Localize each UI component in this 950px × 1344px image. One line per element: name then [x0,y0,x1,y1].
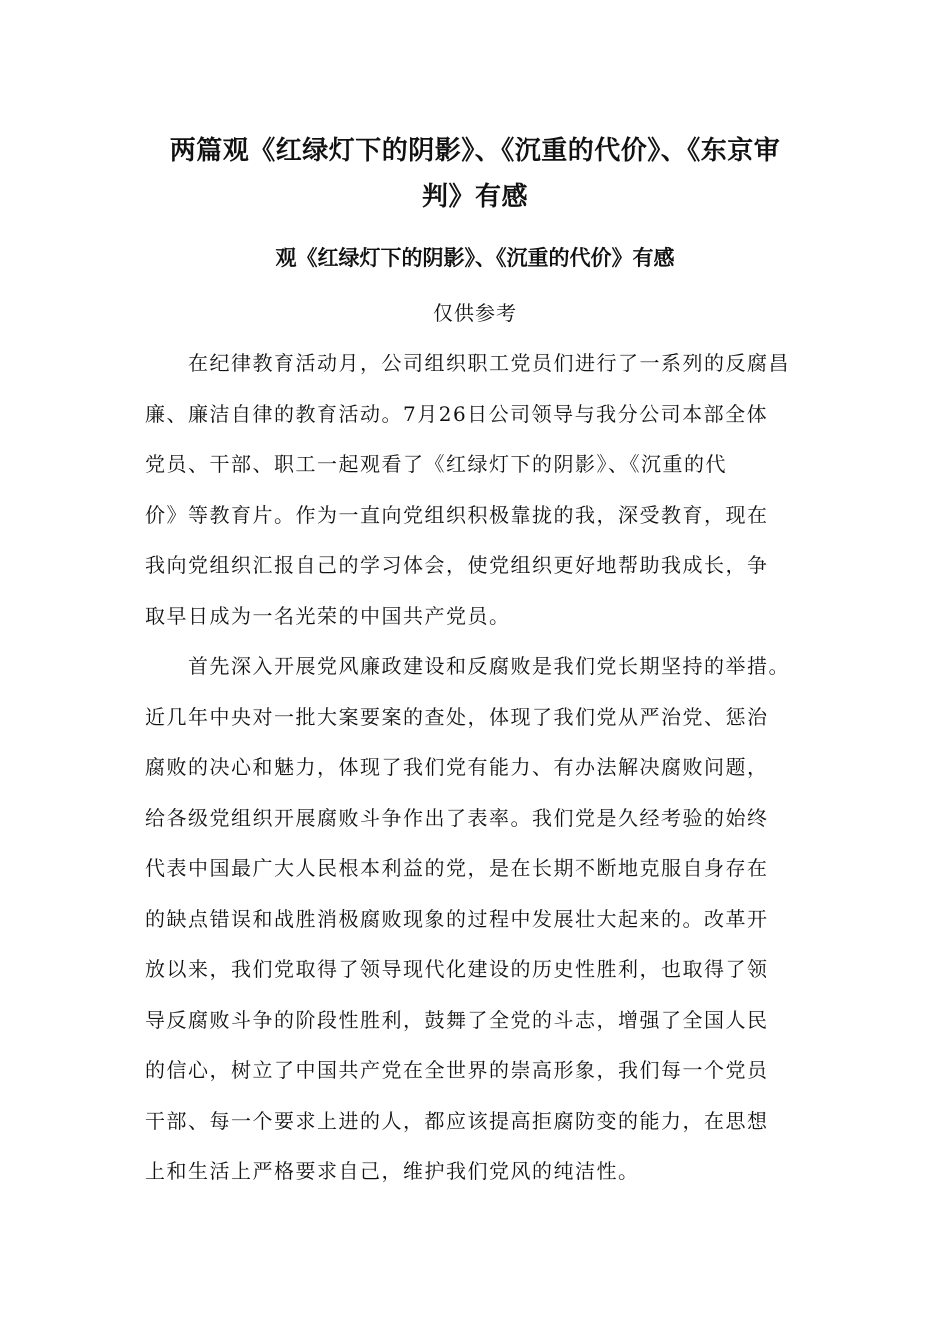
paragraph-line: 代表中国最广大人民根本利益的党，是在长期不断地克服自身存在 [145,856,769,880]
document-page [145,128,805,1197]
paragraph-line: 首先深入开展党风廉政建设和反腐败是我们党长期坚持的举措。 [145,654,790,678]
paragraph-line: 我向党组织汇报自己的学习体会，使党组织更好地帮助我成长，争 [145,553,769,577]
paragraph-line: 导反腐败斗争的阶段性胜利，鼓舞了全党的斗志，增强了全国人民 [145,1007,769,1032]
paragraph-line: 腐败的决心和魅力，体现了我们党有能力、有办法解决腐败问题， [145,755,769,779]
document-title [145,128,805,220]
title-line-2: 判》有感 [421,182,528,212]
document-subtitle: 观《红绿灯下的阴影》、《沉重的代价》有感 [275,246,675,270]
paragraph-line: 价》等教育片。作为一直向党组织积极靠拢的我，深受教育，现在 [145,502,769,527]
paragraph-line: 干部、每一个要求上进的人，都应该提高拒腐防变的能力，在思想 [145,1108,769,1133]
paragraph-line: 取早日成为一名光荣的中国共产党员。 [145,603,511,628]
reference-note: 仅供参考 [433,301,517,325]
paragraph-line: 放以来，我们党取得了领导现代化建设的历史性胜利，也取得了领 [145,957,769,981]
paragraph-line: 廉、廉洁自律的教育活动。7月26日公司领导与我分公司本部全体 [145,401,769,426]
paragraph-line: 给各级党组织开展腐败斗争作出了表率。我们党是久经考验的始终 [145,805,769,830]
paragraph-line: 近几年中央对一批大案要案的查处，体现了我们党从严治党、惩治 [145,704,769,729]
paragraph-line: 的信心，树立了中国共产党在全世界的崇高形象，我们每一个党员 [145,1058,769,1082]
paragraph-line: 党员、干部、职工一起观看了《红绿灯下的阴影》、《沉重的代 [145,452,727,476]
paragraph-2 [145,641,805,1197]
title-line-1: 两篇观《红绿灯下的阴影》、《沉重的代价》、《东京审 [169,136,781,166]
paragraph-line: 在纪律教育活动月，公司组织职工党员们进行了一系列的反腐昌 [145,351,790,375]
paragraph-line: 上和生活上严格要求自己，维护我们党风的纯洁性。 [145,1159,640,1183]
paragraph-1 [145,338,805,641]
paragraph-line: 的缺点错误和战胜消极腐败现象的过程中发展壮大起来的。改革开 [145,906,769,931]
